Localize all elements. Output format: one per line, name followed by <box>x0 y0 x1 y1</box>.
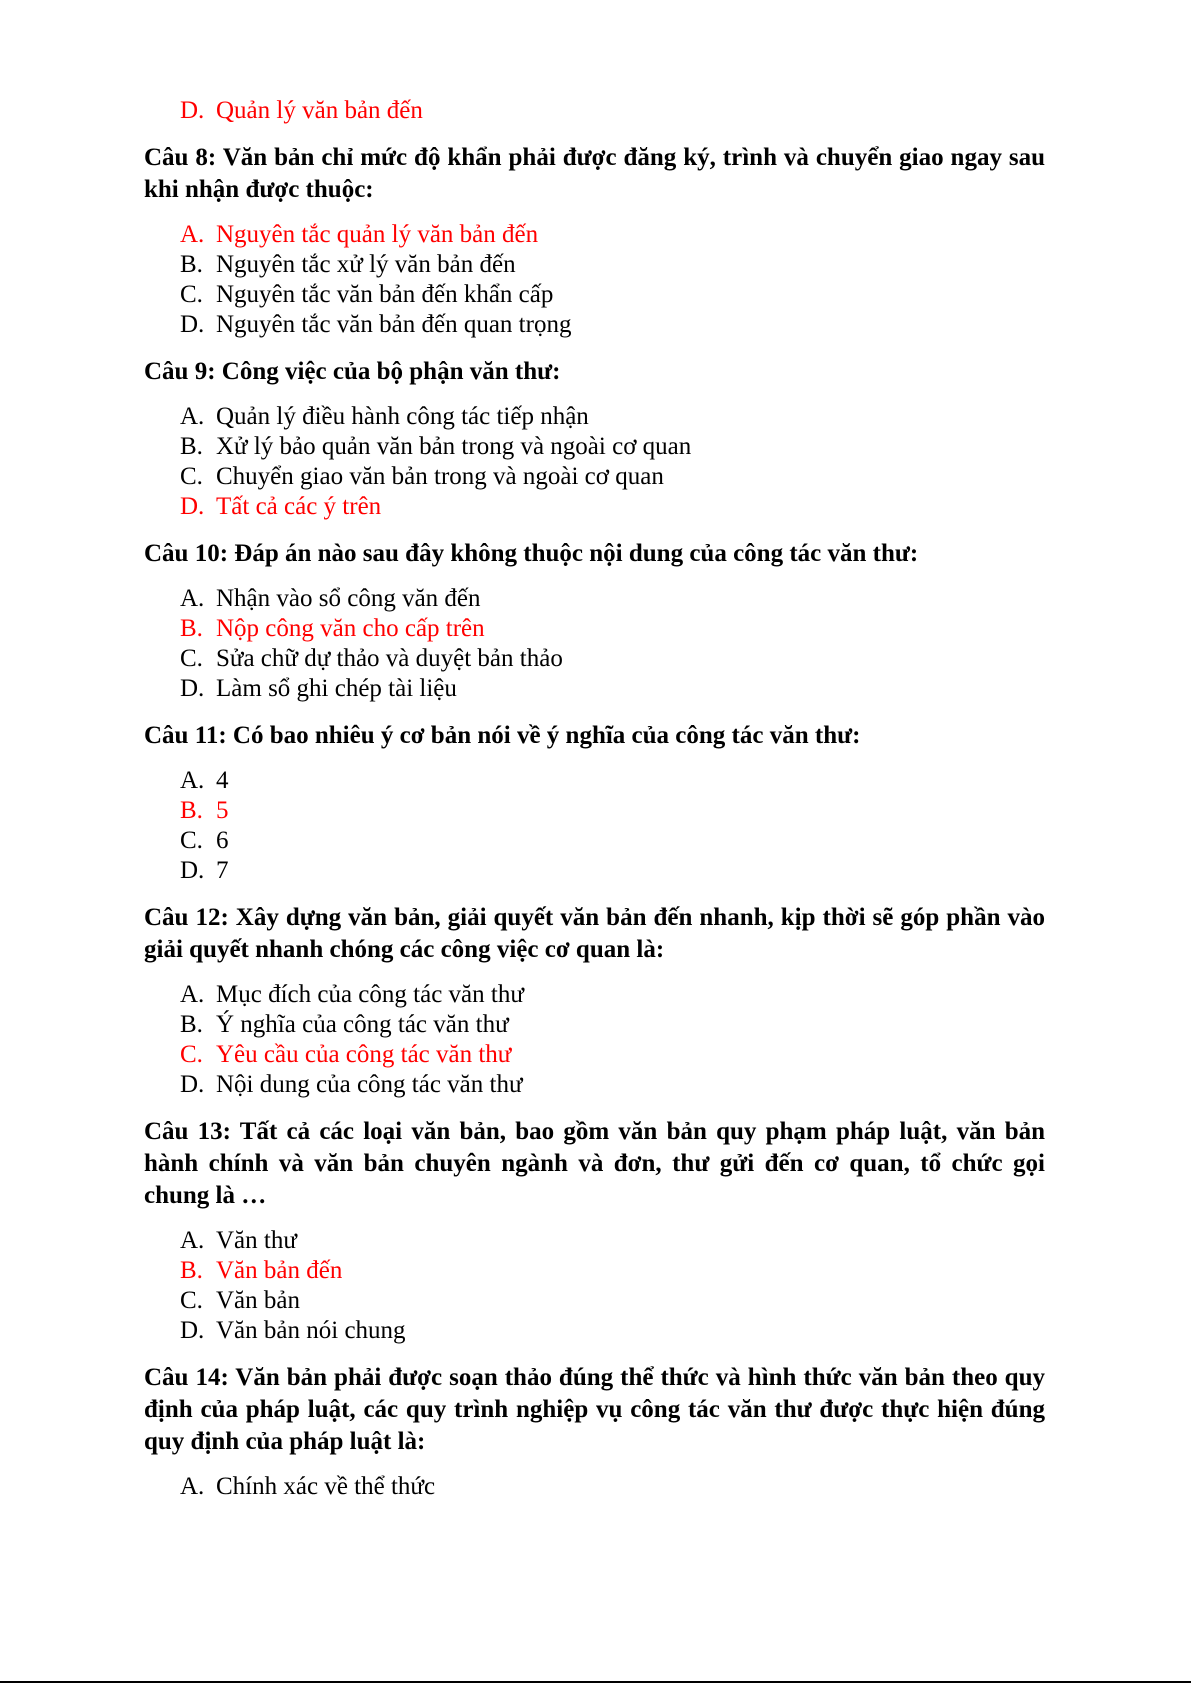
option-list <box>144 220 1045 340</box>
option-text: Yêu cầu của công tác văn thư <box>216 1041 512 1068</box>
option-list <box>144 402 1045 522</box>
option-letter: C. <box>180 827 203 854</box>
option-letter: B. <box>180 1011 203 1038</box>
answer-option-correct <box>144 220 1045 250</box>
question-stem: Câu 10: Đáp án nào sau đây không thuộc nội dung của công tác văn thư: <box>144 540 919 567</box>
option-text: Nội dung của công tác văn thư <box>216 1071 523 1098</box>
option-text: Văn bản <box>216 1287 300 1314</box>
answer-option <box>144 766 1045 796</box>
option-text: Làm sổ ghi chép tài liệu <box>216 675 457 702</box>
answer-option <box>144 644 1045 674</box>
question-block <box>144 1116 1045 1346</box>
answer-option <box>144 980 1045 1010</box>
option-text: Tất cả các ý trên <box>216 493 382 520</box>
answer-option <box>144 1286 1045 1316</box>
option-letter: D. <box>180 1071 205 1098</box>
option-letter: B. <box>180 433 203 460</box>
option-text: Nguyên tắc xử lý văn bản đến <box>216 251 516 278</box>
option-text: 7 <box>216 857 229 884</box>
option-list <box>144 584 1045 704</box>
option-letter: A. <box>180 1227 205 1254</box>
option-text: Chuyển giao văn bản trong và ngoài cơ quan <box>216 463 664 490</box>
option-text: Nộp công văn cho cấp trên <box>216 615 485 642</box>
option-text: Nguyên tắc văn bản đến quan trọng <box>216 311 572 338</box>
lead-option-list <box>144 96 1045 126</box>
option-letter: C. <box>180 1041 203 1068</box>
answer-option-correct <box>144 614 1045 644</box>
option-text: Quản lý văn bản đến <box>216 97 423 124</box>
option-letter: D. <box>180 311 205 338</box>
answer-option <box>144 1472 1045 1502</box>
question-stem: Câu 11: Có bao nhiêu ý cơ bản nói về ý nghĩa của công tác văn thư: <box>144 722 861 749</box>
question-block <box>144 720 1045 886</box>
question-block <box>144 142 1045 340</box>
answer-option <box>144 1226 1045 1256</box>
quiz-content <box>144 96 1045 1502</box>
option-text: Quản lý điều hành công tác tiếp nhận <box>216 403 589 430</box>
option-text: 6 <box>216 827 229 854</box>
question-stem: Câu 8: Văn bản chỉ mức độ khẩn phải được đăng ký, trình và chuyển giao ngay sau khi nhận được thuộc: <box>144 144 1045 203</box>
option-text: Văn bản nói chung <box>216 1317 406 1344</box>
option-list <box>144 980 1045 1100</box>
option-letter: D. <box>180 1317 205 1344</box>
answer-option <box>144 280 1045 310</box>
question-block <box>144 356 1045 522</box>
option-letter: C. <box>180 1287 203 1314</box>
answer-option <box>144 250 1045 280</box>
option-text: Văn thư <box>216 1227 297 1254</box>
answer-option <box>144 584 1045 614</box>
option-text: 5 <box>216 797 229 824</box>
option-list <box>144 1472 1045 1502</box>
option-text: Nguyên tắc văn bản đến khẩn cấp <box>216 281 554 308</box>
answer-option-correct <box>144 96 1045 126</box>
option-letter: D. <box>180 675 205 702</box>
option-letter: A. <box>180 981 205 1008</box>
option-text: Chính xác về thể thức <box>216 1473 436 1500</box>
question-block <box>144 1362 1045 1502</box>
option-letter: C. <box>180 281 203 308</box>
question-block <box>144 902 1045 1100</box>
answer-option <box>144 826 1045 856</box>
option-text: Văn bản đến <box>216 1257 343 1284</box>
question-stem: Câu 9: Công việc của bộ phận văn thư: <box>144 358 561 385</box>
page-bottom-rule <box>0 1681 1191 1683</box>
answer-option <box>144 402 1045 432</box>
option-letter: B. <box>180 615 203 642</box>
question-stem: Câu 12: Xây dựng văn bản, giải quyết văn bản đến nhanh, kịp thời sẽ góp phần vào giải quyết nhanh chóng các công việc cơ quan là: <box>144 904 1045 963</box>
answer-option <box>144 432 1045 462</box>
answer-option <box>144 856 1045 886</box>
option-text: Xử lý bảo quản văn bản trong và ngoài cơ quan <box>216 433 692 460</box>
option-letter: B. <box>180 251 203 278</box>
option-list <box>144 1226 1045 1346</box>
option-text: Nguyên tắc quản lý văn bản đến <box>216 221 539 248</box>
option-text: 4 <box>216 767 229 794</box>
answer-option-correct <box>144 1040 1045 1070</box>
answer-option <box>144 310 1045 340</box>
answer-option <box>144 1070 1045 1100</box>
option-letter: A. <box>180 585 205 612</box>
option-letter: A. <box>180 403 205 430</box>
option-letter: D. <box>180 493 205 520</box>
option-letter: A. <box>180 221 205 248</box>
answer-option <box>144 1316 1045 1346</box>
question-block <box>144 538 1045 704</box>
question-stem: Câu 13: Tất cả các loại văn bản, bao gồm văn bản quy phạm pháp luật, văn bản hành chính và văn bản chuyên ngành và đơn, thư gửi đến cơ quan, tổ chức gọi chung là … <box>144 1118 1045 1209</box>
question-stem: Câu 14: Văn bản phải được soạn thảo đúng thể thức và hình thức văn bản theo quy định của pháp luật, các quy trình nghiệp vụ công tác văn thư được thực hiện đúng quy định của pháp luật là: <box>144 1364 1045 1455</box>
option-letter: C. <box>180 463 203 490</box>
answer-option <box>144 1010 1045 1040</box>
answer-option <box>144 462 1045 492</box>
answer-option <box>144 674 1045 704</box>
option-letter: A. <box>180 767 205 794</box>
option-text: Mục đích của công tác văn thư <box>216 981 524 1008</box>
option-letter: A. <box>180 1473 205 1500</box>
option-letter: B. <box>180 1257 203 1284</box>
option-text: Sửa chữ dự thảo và duyệt bản thảo <box>216 645 563 672</box>
answer-option-correct <box>144 492 1045 522</box>
option-list <box>144 766 1045 886</box>
option-letter: B. <box>180 797 203 824</box>
option-letter: C. <box>180 645 203 672</box>
question-list <box>144 142 1045 1502</box>
option-text: Nhận vào sổ công văn đến <box>216 585 481 612</box>
option-letter: D. <box>180 857 205 884</box>
answer-option-correct <box>144 796 1045 826</box>
option-letter: D. <box>180 97 205 124</box>
answer-option-correct <box>144 1256 1045 1286</box>
option-text: Ý nghĩa của công tác văn thư <box>216 1011 509 1038</box>
